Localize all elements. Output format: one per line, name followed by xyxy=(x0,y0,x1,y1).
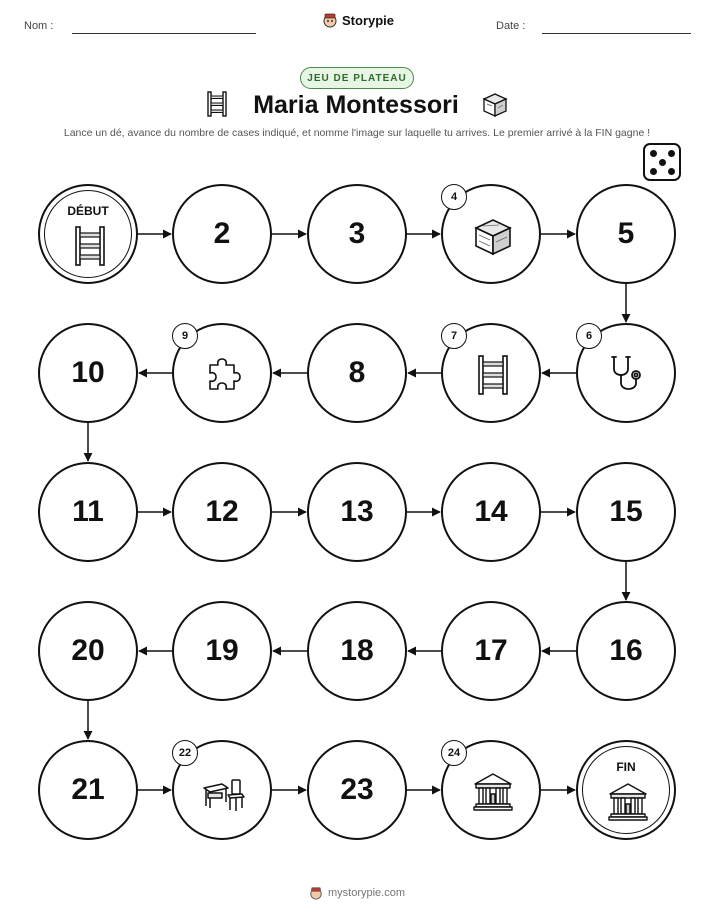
board-space xyxy=(172,601,272,701)
space-label: FIN xyxy=(616,760,636,774)
board-space xyxy=(307,323,407,423)
board-space xyxy=(172,184,272,284)
space-number: 19 xyxy=(205,634,239,667)
date-label: Date : xyxy=(496,20,526,32)
puzzle-piece-icon xyxy=(202,353,246,397)
title-text: Maria Montessori xyxy=(253,91,459,119)
board-space xyxy=(172,740,272,840)
space-number: 20 xyxy=(71,634,105,667)
board-space xyxy=(172,323,272,423)
wooden-cube-icon xyxy=(471,214,515,258)
storypie-mascot-icon xyxy=(309,886,323,900)
space-number-badge: 4 xyxy=(441,184,467,210)
space-number: 5 xyxy=(617,217,635,250)
board-space xyxy=(441,462,541,562)
board-space xyxy=(576,601,676,701)
space-number-badge: 24 xyxy=(441,740,467,766)
museum-building-icon xyxy=(471,770,515,814)
space-number: 17 xyxy=(474,634,508,667)
game-type-badge: JEU DE PLATEAU xyxy=(300,67,414,89)
ladder-shelf-icon xyxy=(471,353,515,397)
space-number-badge: 9 xyxy=(172,323,198,349)
museum-building-icon xyxy=(606,780,650,824)
space-number: 18 xyxy=(340,634,374,667)
space-number-badge: 7 xyxy=(441,323,467,349)
board-space xyxy=(38,601,138,701)
space-number: 8 xyxy=(348,356,366,389)
board-space xyxy=(38,462,138,562)
space-number: 15 xyxy=(609,495,643,528)
space-number: 21 xyxy=(71,773,105,806)
start-space xyxy=(38,184,138,284)
board-space xyxy=(172,462,272,562)
space-label: DÉBUT xyxy=(67,204,109,218)
board-space xyxy=(441,740,541,840)
board-space xyxy=(576,462,676,562)
ladder-shelf-icon xyxy=(68,224,112,268)
name-label: Nom : xyxy=(24,20,54,32)
footer-url[interactable]: mystorypie.com xyxy=(327,887,406,899)
board-space xyxy=(38,323,138,423)
instructions: Lance un dé, avance du nombre de cases indiqué, et nomme l'image sur laquelle tu arrives. Le premier arrivé à la FIN gagne ! xyxy=(63,127,651,139)
board-space xyxy=(307,601,407,701)
space-number: 3 xyxy=(348,217,366,250)
space-number: 14 xyxy=(474,495,508,528)
stethoscope-icon xyxy=(606,353,650,397)
space-number-badge: 22 xyxy=(172,740,198,766)
school-desk-icon xyxy=(202,770,246,814)
board-space xyxy=(38,740,138,840)
board-space xyxy=(307,184,407,284)
board-space xyxy=(441,184,541,284)
footer xyxy=(0,886,714,900)
board-space xyxy=(576,184,676,284)
space-number: 13 xyxy=(340,495,374,528)
space-number: 12 xyxy=(205,495,239,528)
space-number: 16 xyxy=(609,634,643,667)
board-space xyxy=(307,740,407,840)
finish-space xyxy=(576,740,676,840)
brand-name: Storypie xyxy=(342,12,395,28)
space-number: 11 xyxy=(72,495,104,528)
space-number-badge: 6 xyxy=(576,323,602,349)
space-number: 2 xyxy=(213,217,231,250)
board-space xyxy=(441,601,541,701)
board-space xyxy=(307,462,407,562)
board-space xyxy=(576,323,676,423)
space-number: 23 xyxy=(340,773,374,806)
space-number: 10 xyxy=(71,356,105,389)
board-space xyxy=(441,323,541,423)
